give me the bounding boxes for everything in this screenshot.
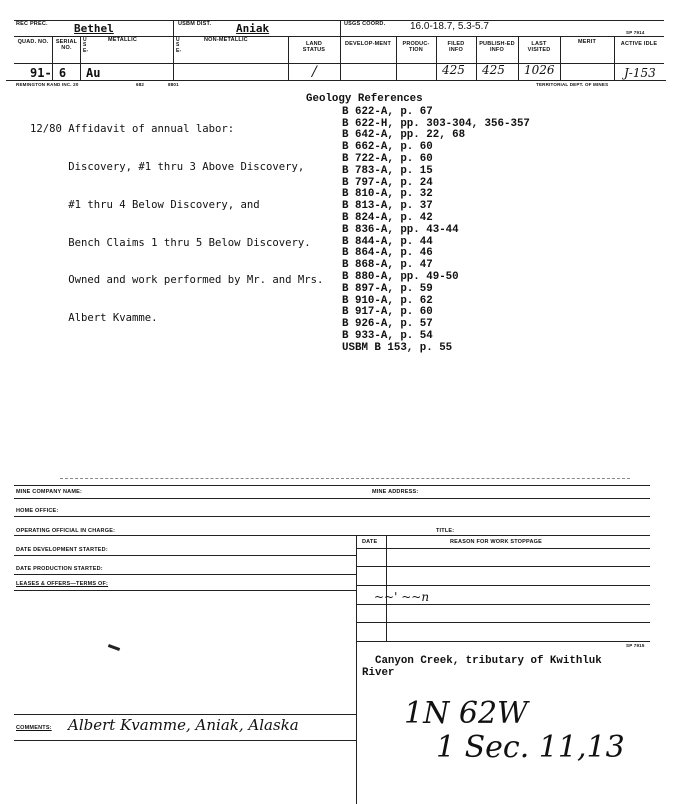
date-production-label: DATE PRODUCTION STARTED: — [16, 566, 103, 572]
col-non-metallic: NON-METALLIC — [204, 37, 248, 43]
geology-references — [306, 94, 530, 355]
geology-ref: B 662-A, p. 60 — [342, 141, 433, 154]
geology-ref: B 810-A, p. 32 — [342, 188, 433, 201]
affidavit-line: 12/80 Affidavit of annual labor: — [30, 123, 235, 136]
col-merit: MERIT — [577, 39, 597, 45]
col-metallic: METALLIC — [108, 37, 137, 43]
location-line: River — [362, 666, 395, 679]
geology-ref: B 642-A, pp. 22, 68 — [342, 129, 466, 142]
usgs-coord-value: 16.0-18.7, 5.3-5.7 — [410, 21, 489, 32]
last-visited-value: 1026 — [524, 63, 555, 77]
geology-ref: B 622-A, p. 67 — [342, 105, 433, 118]
col-last-visited: LAST VISITED — [527, 41, 551, 53]
geology-ref: B 880-A, pp. 49-50 — [342, 270, 459, 283]
geology-ref: B 864-A, p. 46 — [342, 247, 433, 260]
location-line: Canyon Creek, tributary of Kwithluk — [362, 655, 602, 667]
comments-label: COMMENTS: — [16, 725, 52, 731]
nonmetallic-marks: U S E- — [176, 37, 182, 54]
geology-ref: USBM B 153, p. 55 — [342, 341, 453, 354]
imprint-mid-1: 682 — [136, 82, 145, 87]
metallic-marks: U S E- — [83, 37, 89, 54]
geology-ref: B 813-A, p. 37 — [342, 200, 433, 213]
leases-offers-label: LEASES & OFFERS—TERMS OF: — [16, 581, 109, 587]
geology-ref: B 836-A, pp. 43-44 — [342, 223, 459, 236]
home-office-label: HOME OFFICE: — [16, 508, 59, 514]
geology-ref: B 917-A, p. 60 — [342, 306, 433, 319]
usbm-dist-label: USBM DIST. — [178, 21, 212, 27]
affidavit-line: #1 thru 4 Below Discovery, and — [30, 198, 260, 211]
active-idle-value: J-153 — [624, 66, 656, 80]
col-published-info: PUBLISH-ED INFO — [479, 41, 515, 53]
geology-ref: B 897-A, p. 59 — [342, 282, 433, 295]
comments-value: Albert Kvamme, Aniak, Alaska — [68, 716, 299, 734]
geology-ref: B 797-A, p. 24 — [342, 176, 433, 189]
affidavit-line: Owned and work performed by Mr. and Mrs. — [30, 274, 324, 287]
col-land-status: LAND STATUS — [302, 41, 326, 53]
geology-ref: B 783-A, p. 15 — [342, 164, 433, 177]
pen-mark — [108, 644, 120, 651]
land-status-value: / — [312, 64, 317, 80]
imprint-left: REMINGTON RAND INC. 20 — [16, 82, 79, 87]
location-description — [362, 656, 602, 680]
date-development-label: DATE DEVELOPMENT STARTED: — [16, 547, 108, 553]
usgs-coord-label: USGS COORD. — [344, 21, 386, 27]
imprint-mid-2: 8801 — [168, 82, 179, 87]
affidavit-block — [30, 98, 323, 337]
geology-ref: B 844-A, p. 44 — [342, 235, 433, 248]
scribble-marks: ~~' ~~n — [374, 590, 430, 604]
form-number-bottom: SP 7915 — [626, 643, 645, 648]
filed-info-value: 425 — [442, 63, 465, 77]
quad-serial-value: 91- 6 — [30, 66, 67, 80]
operating-official-label: OPERATING OFFICIAL IN CHARGE: — [16, 528, 116, 534]
geology-ref: B 824-A, p. 42 — [342, 211, 433, 224]
geology-ref: B 926-A, p. 57 — [342, 318, 433, 331]
date-column-header: DATE — [362, 539, 378, 545]
col-serial-no: SERIAL NO. — [55, 39, 78, 51]
geology-ref: B 722-A, p. 60 — [342, 152, 433, 165]
col-production: PRODUC-TION — [402, 41, 430, 53]
rec-prec-label: REC PREC. — [16, 21, 48, 27]
mine-address-label: MINE ADDRESS: — [372, 489, 419, 495]
usbm-dist-value: Aniak — [236, 22, 270, 35]
handwritten-township: 1N 62W — [404, 696, 528, 731]
handwritten-section: 1 Sec. 11,13 — [436, 730, 625, 765]
affidavit-line: Albert Kvamme. — [30, 312, 158, 325]
affidavit-line: Discovery, #1 thru 3 Above Discovery, — [30, 160, 305, 173]
geology-title: Geology References — [306, 93, 423, 105]
geology-ref: B 868-A, p. 47 — [342, 259, 433, 272]
col-active-idle: ACTIVE IDLE — [620, 41, 658, 47]
col-quad-no: QUAD. NO. — [17, 39, 49, 45]
geology-ref: B 622-H, pp. 303-304, 356-357 — [342, 117, 530, 130]
geology-ref: B 910-A, p. 62 — [342, 294, 433, 307]
fold-line — [60, 478, 630, 479]
col-filed-info: FILED INFO — [447, 41, 465, 53]
reason-column-header: REASON FOR WORK STOPPAGE — [450, 539, 542, 545]
affidavit-line: Bench Claims 1 thru 5 Below Discovery. — [30, 236, 311, 249]
mine-company-label: MINE COMPANY NAME: — [16, 489, 83, 495]
title-label: TITLE: — [436, 528, 455, 534]
geology-ref: B 933-A, p. 54 — [342, 329, 433, 342]
metallic-value: Au — [86, 66, 101, 80]
rec-prec-value: Bethel — [74, 22, 114, 35]
col-development: DEVELOP-MENT — [344, 41, 392, 47]
imprint-right: TERRITORIAL DEPT. OF MINES — [536, 82, 609, 87]
published-info-value: 425 — [482, 63, 505, 77]
form-number-top: SP 7914 — [626, 30, 645, 35]
